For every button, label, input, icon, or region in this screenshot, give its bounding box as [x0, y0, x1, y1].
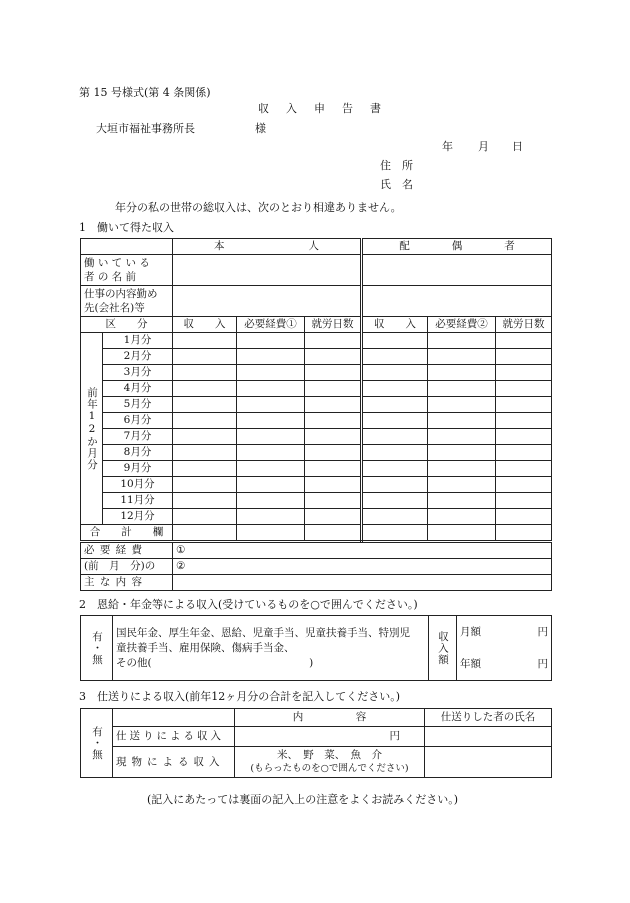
month-cell[interactable]: [237, 349, 305, 365]
total-cell[interactable]: [428, 525, 496, 542]
month-cell[interactable]: [428, 365, 496, 381]
days2-header: 就労日数: [496, 317, 552, 333]
table-row: [81, 413, 552, 429]
self-name-cell[interactable]: [173, 255, 362, 286]
date-year: 年: [442, 140, 453, 153]
expense-label-3: 主 な 内 容: [81, 575, 173, 591]
month-cell[interactable]: [428, 445, 496, 461]
remittance-yesno[interactable]: 有・無: [81, 709, 113, 778]
total-cell[interactable]: [173, 525, 237, 542]
total-cell[interactable]: [305, 525, 362, 542]
month-cell[interactable]: [428, 509, 496, 525]
month-cell[interactable]: [173, 493, 237, 509]
name-label: 氏 名: [380, 178, 413, 191]
month-cell[interactable]: [362, 349, 428, 365]
table-row: [81, 445, 552, 461]
content-header: 内 容: [235, 709, 425, 727]
month-cell[interactable]: [362, 461, 428, 477]
month-cell[interactable]: [237, 333, 305, 349]
month-cell[interactable]: [173, 509, 237, 525]
table-row: [81, 509, 552, 525]
pension-table: [80, 615, 552, 681]
section1-title: 1 働いて得た収入: [79, 221, 174, 234]
remittance-amount[interactable]: 円: [235, 727, 425, 747]
total-cell[interactable]: [237, 525, 305, 542]
total-cell[interactable]: [362, 525, 428, 542]
honorific: 様: [255, 122, 266, 135]
spouse-job-cell[interactable]: [362, 286, 552, 317]
month-cell[interactable]: [362, 445, 428, 461]
month-cell[interactable]: [362, 477, 428, 493]
days-header: 就労日数: [305, 317, 362, 333]
addressee: 大垣市福祉事務所長: [96, 122, 195, 135]
remittance-income-label: 仕送りによる収入: [113, 727, 235, 747]
earned-income-table: [80, 238, 552, 591]
month-cell[interactable]: [496, 381, 552, 397]
month-cell[interactable]: [305, 461, 362, 477]
date-day: 日: [512, 140, 523, 153]
remittance-sender[interactable]: [425, 727, 552, 747]
month-cell[interactable]: [496, 349, 552, 365]
expense1-header: 必要経費①: [237, 317, 305, 333]
section3-title: 3 仕送りによる収入(前年12ヶ月分の合計を記入してください。): [79, 690, 401, 703]
table-row: [81, 381, 552, 397]
table-row: [81, 429, 552, 445]
table-row: [81, 461, 552, 477]
month-cell[interactable]: [173, 461, 237, 477]
month-cell[interactable]: [305, 333, 362, 349]
month-cell[interactable]: [237, 445, 305, 461]
worker-name-label: 働 い て い る 者 の 名 前: [81, 255, 173, 286]
month-cell[interactable]: [305, 429, 362, 445]
expense-mark-2[interactable]: ②: [173, 559, 552, 575]
pension-yesno[interactable]: 有・無: [81, 616, 113, 681]
date-month: 月: [478, 140, 489, 153]
blank-header-cell: [81, 239, 173, 255]
month-label: 5月分: [103, 397, 173, 413]
month-cell[interactable]: [496, 445, 552, 461]
table-row: [81, 365, 552, 381]
month-cell[interactable]: [237, 509, 305, 525]
job-label: 仕事の内容勤め 先(会社名)等: [81, 286, 173, 317]
month-cell[interactable]: [305, 413, 362, 429]
month-cell[interactable]: [237, 477, 305, 493]
month-cell[interactable]: [173, 381, 237, 397]
address-label: 住 所: [380, 159, 413, 172]
total-label: 合 計 欄: [81, 525, 173, 542]
income-header: 収 入: [173, 317, 237, 333]
month-cell[interactable]: [428, 397, 496, 413]
monthly-amount[interactable]: 月額 円: [457, 616, 552, 649]
month-cell[interactable]: [362, 397, 428, 413]
month-cell[interactable]: [173, 397, 237, 413]
pension-items[interactable]: 国民年金、厚生年金、恩給、児童手当、児童扶養手当、特別児 童扶養手当、雇用保険、傷病手当金、 その他( ): [113, 616, 429, 681]
month-cell[interactable]: [173, 333, 237, 349]
month-label: 4月分: [103, 381, 173, 397]
sender-header: 仕送りした者の氏名: [425, 709, 552, 727]
spouse-name-cell[interactable]: [362, 255, 552, 286]
month-cell[interactable]: [496, 413, 552, 429]
month-cell[interactable]: [173, 429, 237, 445]
month-cell[interactable]: [173, 445, 237, 461]
month-label: 3月分: [103, 365, 173, 381]
in-kind-income-label: 現物による収入: [113, 747, 235, 778]
category-header: 区 分: [81, 317, 173, 333]
month-label: 6月分: [103, 413, 173, 429]
month-cell[interactable]: [362, 413, 428, 429]
month-cell[interactable]: [428, 413, 496, 429]
month-cell[interactable]: [237, 493, 305, 509]
table-row: [81, 397, 552, 413]
table-row: [81, 349, 552, 365]
month-cell[interactable]: [496, 493, 552, 509]
month-cell[interactable]: [305, 381, 362, 397]
month-cell[interactable]: [173, 413, 237, 429]
table-row: [81, 477, 552, 493]
expense-label-2: (前 月 分)の: [81, 559, 173, 575]
month-cell[interactable]: [237, 413, 305, 429]
total-cell[interactable]: [496, 525, 552, 542]
declaration: 年分の私の世帯の総収入は、次のとおり相違ありません。: [115, 201, 402, 214]
expense2-header: 必要経費②: [428, 317, 496, 333]
month-cell[interactable]: [362, 333, 428, 349]
month-cell[interactable]: [428, 477, 496, 493]
in-kind-items[interactable]: 米、 野 菜、 魚 介 (もらったものを○で囲んでください): [235, 747, 425, 778]
yearly-amount[interactable]: 年額 円: [457, 648, 552, 681]
month-label: 8月分: [103, 445, 173, 461]
month-cell[interactable]: [428, 493, 496, 509]
month-cell[interactable]: [237, 381, 305, 397]
month-cell[interactable]: [496, 509, 552, 525]
month-label: 11月分: [103, 493, 173, 509]
month-cell[interactable]: [496, 333, 552, 349]
month-cell[interactable]: [237, 365, 305, 381]
form-number: 第 15 号様式(第 4 条関係): [79, 86, 211, 99]
income2-header: 収 入: [362, 317, 428, 333]
blank-cell: [113, 709, 235, 727]
expense-label-1: 必 要 経 費: [81, 542, 173, 559]
month-cell[interactable]: [496, 365, 552, 381]
month-label: 7月分: [103, 429, 173, 445]
month-cell[interactable]: [237, 397, 305, 413]
month-label: 1月分: [103, 333, 173, 349]
self-job-cell[interactable]: [173, 286, 362, 317]
month-cell[interactable]: [305, 509, 362, 525]
month-label: 2月分: [103, 349, 173, 365]
expense-content-cell[interactable]: [173, 575, 552, 591]
month-cell[interactable]: [496, 461, 552, 477]
month-label: 9月分: [103, 461, 173, 477]
month-cell[interactable]: [428, 333, 496, 349]
table-row: [81, 493, 552, 509]
month-label: 10月分: [103, 477, 173, 493]
month-label: 12月分: [103, 509, 173, 525]
month-cell[interactable]: [173, 365, 237, 381]
month-cell[interactable]: [362, 429, 428, 445]
month-cell[interactable]: [428, 381, 496, 397]
in-kind-sender[interactable]: [425, 747, 552, 778]
month-cell[interactable]: [173, 477, 237, 493]
spouse-header: 配 偶 者: [362, 239, 552, 255]
month-cell[interactable]: [237, 461, 305, 477]
section2-title: 2 恩給・年金等による収入(受けているものを○で囲んでください。): [79, 598, 418, 611]
month-cell[interactable]: [496, 397, 552, 413]
remittance-table: [80, 708, 552, 778]
table-row: [81, 333, 552, 349]
month-cell[interactable]: [496, 429, 552, 445]
income-amount-label: 収入額: [429, 616, 457, 681]
month-cell[interactable]: [305, 397, 362, 413]
page-title: 収 入 申 告 書: [258, 102, 384, 115]
month-cell[interactable]: [305, 365, 362, 381]
month-cell[interactable]: [237, 429, 305, 445]
footer-note: (記入にあたっては裏面の記入上の注意をよくお読みください。): [147, 793, 459, 806]
month-cell[interactable]: [362, 493, 428, 509]
period-label: 前年12か月分: [81, 333, 103, 525]
month-cell[interactable]: [305, 493, 362, 509]
month-cell[interactable]: [305, 349, 362, 365]
month-cell[interactable]: [305, 445, 362, 461]
self-header: 本 人: [173, 239, 362, 255]
month-cell[interactable]: [428, 429, 496, 445]
month-cell[interactable]: [496, 477, 552, 493]
month-cell[interactable]: [305, 477, 362, 493]
expense-mark-1[interactable]: ①: [173, 542, 552, 559]
month-cell[interactable]: [173, 349, 237, 365]
month-cell[interactable]: [362, 381, 428, 397]
month-cell[interactable]: [362, 509, 428, 525]
month-cell[interactable]: [428, 349, 496, 365]
month-cell[interactable]: [428, 461, 496, 477]
month-cell[interactable]: [362, 365, 428, 381]
